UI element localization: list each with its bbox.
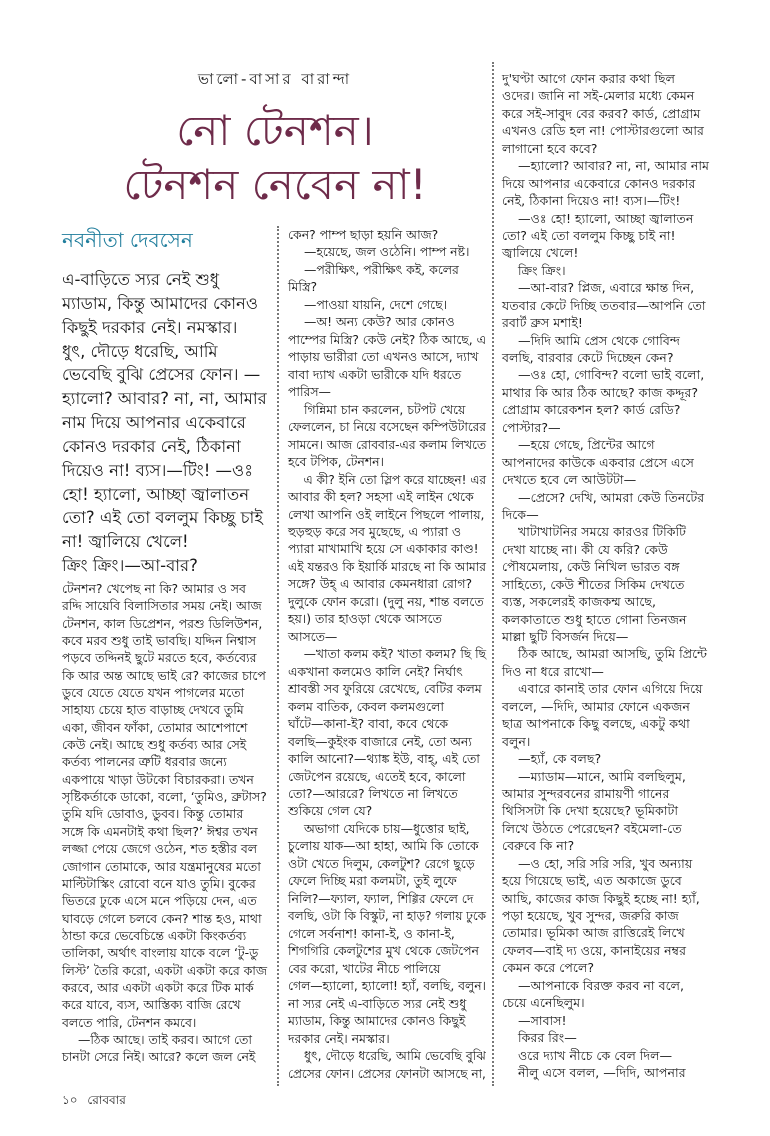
text-line: প্রোগ্রাম কারেকশন হল? কার্ড রেডি? [502,402,681,418]
page-number: ১০ [62,1093,78,1107]
paragraph [288,471,486,646]
text-line: ঘাবড়ে গেলে চলবে কেন? শান্ত হও, মাথা [62,910,262,926]
text-line: ফেললেন, চা নিয়ে বসেছেন কম্পিউটারের [288,419,486,435]
text-line: বের করো, খাটের নীচে পালিয়ে [288,960,441,976]
text-line: এবারে কানাই তার ফোন এগিয়ে দিয়ে [518,681,703,697]
paragraph [288,313,486,400]
article-title-line-1: নো টেনশন। [176,106,374,155]
text-line: তোমার। ভূমিকা আজ রাত্তিরেই লিখে [502,925,685,941]
text-line: এ-বাড়িতে স্যর নেই শুধু [62,270,220,289]
text-line: গেলে সর্বনাশ! কানা-ই, ও কানা-ই, [288,925,455,941]
text-line: তো? এই তো বললুম কিচ্ছু চাই না! [502,227,676,243]
text-line: টেনশন, কাল ডিপ্রেশন, পরশু ডিলিউশন, [62,615,263,631]
text-line: তুমি যদি ডোবাও, ডুবব। কিন্তু তোমার [62,806,244,822]
text-line: লেখা আপনি ওই লাইনে পিছলে পালায়, [288,506,485,522]
text-line: সঙ্গে? উহ্ এ আবার কেমনধারা রোগ? [288,576,473,592]
text-line: ছাত্র আপনাকে কিছু বলছে, একটু কথা [502,716,690,732]
text-line: কলম বাতিক, কেবল কলমগুলো [288,698,444,714]
text-line: ক্রিং ক্রিং। [518,262,566,278]
paragraph [288,296,486,313]
text-line: পৌষমেলায়, কেউ নিখিল ভারত বঙ্গ [502,559,680,575]
paragraph [502,1047,758,1064]
text-line: লিস্ট’ তৈরি করো, একটা একটা করে কাজ [62,962,267,978]
text-line: হ্যালো? আবার? না, না, আমার [62,389,267,409]
text-line: ধুৎ, দৌড়ে ধরেছি, আমি ভেবেছি বুঝি [304,1048,486,1064]
text-line: পাড়ায় ভারীরা তো এখনও আসে, দ্যাখ [288,349,479,365]
text-line: কেউ নেই। আছে শুধু কর্তব্য আর সেই [62,737,247,753]
text-line: করবে, আর একটা একটা করে টিক মার্ক [62,979,254,995]
paragraph [502,157,758,209]
text-line: তো? এই তো বললুম কিচ্ছু চাই [62,508,263,528]
text-line: কি আর অন্ত আছে ভাই রে? কাজের চাপে [62,667,266,683]
paragraph [62,1031,272,1066]
paragraph [502,1029,758,1046]
text-line: কেমন করে পেলে? [502,960,595,976]
page-footer [62,1092,126,1112]
text-line: দেখতে হবে লে আউটটা— [502,472,637,488]
text-line: পাম্পের মিস্ত্রি? কেউ নেই? ঠিক আছে, এ [288,331,487,347]
paragraph [502,332,758,367]
text-line: তো?—আররে? লিখতে না লিখতে [288,786,458,801]
text-line: রদ্দি সায়েবি বিলাসিতার সময় নেই। আজ [62,598,262,614]
text-line: নাম দিয়ে আপনার একেবারে [62,413,246,433]
text-line: —অ! অন্য কেউ? আর কোনও [304,314,455,330]
text-line: কলকাতাতে শুধু হাতে গোনা তিনজন [502,611,687,627]
text-line: বাবা দ্যাখ একটা ভারীকে যদি ধরতে [288,366,462,382]
text-line: অভাগা যেদিকে চায়—ধুত্তোর ছাই, [304,820,470,836]
paragraph [502,489,758,524]
text-line: আসতে— [288,628,338,644]
text-line: দিও না ধরে রাখো— [502,663,604,679]
text-line: দিকে— [502,506,539,522]
middle-column [288,226,486,1082]
text-line: বলছি, ওটা কি বিস্কুট, না হাড়? গলায় ঢুকে [288,908,487,924]
paragraph [502,855,758,977]
text-line: ডুবে যেতে যেতে যখন পাগলের মতো [62,685,245,701]
text-line: দুলুকে ফোন করো। (দুলু নয়, শান্ত বলতে [288,593,484,609]
paragraph [288,261,486,296]
text-line: জেটপেন রয়েছে, এতেই হবে, কালো [288,768,466,784]
text-line: ফেলব—বাই দ্য ওয়ে, কানাইয়ের নম্বর [502,942,686,958]
text-line: মাল্লা ছুটি বিসর্জন দিয়ে— [502,629,629,644]
text-line: সাহায্য চেয়ে হাত বাড়াচ্ছ দেখবে তুমি [62,702,244,718]
paragraph [288,401,486,471]
text-line: কিছুই দরকার নেই। নমস্কার। [62,317,238,337]
paragraph [502,279,758,331]
text-line: ওরে দ্যাখ নীচে কে বেল দিল— [518,1047,673,1063]
text-line: —আপনাকে বিরক্ত করব না বলে, [518,977,685,993]
section-kicker: ভালো-বাসার বারান্দা [197,70,353,88]
text-line: বলতে পারি, টেনশন কমবে। [62,1014,197,1030]
text-line: ম্যাডাম, কিন্তু আমাদের কোনও [62,293,259,313]
text-line: হুড়হুড় করে সব মুছেছে, এ প্যারা ও [288,523,462,539]
text-line: লাগানো হবে কবে? [502,140,598,156]
text-line: ঠিক আছে, আমরা আসছি, তুমি প্রিন্টে [518,646,708,662]
text-line: সঙ্গে কি এমনটাই কথা ছিল?’ ঈশ্বর তখন [62,823,258,839]
text-line: দরকার নেই। নমস্কার। [288,1030,390,1046]
text-line: মাথার কি আর ঠিক আছে? কাজ কদ্দূর? [502,384,699,400]
text-line: ম্যাডাম, কিন্তু আমাদের কোনও কিছুই [288,1013,466,1029]
text-line: —ওঃ হো! হ্যালো, আচ্ছা জ্বালাতন [518,210,694,226]
text-line: ব্যস্ত, সকলেরই কাজকম্ম আছে, [502,594,657,610]
article-title-line-2: টেনশন নেবেন না! [123,160,427,209]
text-line: প্রেসের ফোন। প্রেসের ফোনটা আসছে না, [288,1065,486,1081]
text-line: বলছি, বারবার কেটে দিচ্ছেন কেন? [502,350,674,365]
text-line: খাটাখাটনির সময়ে কারওর টিকিটি [518,524,686,540]
paragraph [288,1047,486,1082]
intro-column [62,268,272,578]
text-line: বললে, —দিদি, আমার ফোনে একজন [502,698,690,714]
text-line: —প্রেসে? দেখি, আমরা কেউ তিনটের [518,489,705,505]
text-line: পারিস— [288,384,331,400]
text-line: হো! হ্যালো, আচ্ছা জ্বালাতন [62,484,250,504]
text-line: পড়বে তদ্দিনই ছুটে মরতে হবে, কর্তব্যের [62,650,257,666]
paragraph [502,366,758,436]
right-column [502,70,758,1081]
text-line: হয়।) তার হাওড়া থেকে আসতে [288,611,442,627]
paragraph [502,436,758,488]
text-line: মিস্ত্রি? [288,279,318,295]
column-divider [492,62,494,1086]
text-line: —পরীক্ষিৎ, পরীক্ষিৎ কই, কলের [304,261,459,277]
paragraph [502,1012,758,1029]
text-line: সৃষ্টিকর্তাকে ডাকো, বলো, ‘তুমিও, ব্রুটাস? [62,789,267,805]
text-line: নীলু এসে বলল, —দিদি, আপনার [518,1064,686,1080]
paragraph [502,523,758,645]
text-line: বলছি—কুইংক বাজারে নেই, তো অন্য [288,733,472,749]
text-line: —ওঃ হো, গোবিন্দ? বলো ভাই বলো, [518,367,705,383]
text-line: ওটা খেতে দিলুম, কেলটুশ? রেগে ছুড়ে [288,855,475,871]
text-line: এই যন্তরও কি ইয়ার্কি মারছে না কি আমার [288,558,486,574]
text-line: নেই, ঠিকানা দিয়েও না! ব্যস।—টিং! [502,193,681,209]
text-line: ধুৎ, দৌড়ে ধরেছি, আমি [62,341,218,361]
text-line: সাহিত্যে, কেউ শীতের সিকিম দেখতে [502,576,685,592]
text-line: একা, জীবন ফাঁকা, তোমার আশেপাশে [62,719,248,735]
text-line: লিখে উঠতে পেরেছেন? বইমেলা-তে [502,820,682,836]
column-divider [277,226,279,1086]
text-line: পড়া হয়েছে, খুব সুন্দর, জরুরি কাজ [502,908,679,923]
text-line: কোনও দরকার নেই, ঠিকানা [62,436,241,456]
text-line: কবে মরব শুধু তাই ভাবছি। যদ্দিন নিশ্বাস [62,633,256,649]
text-line: দিয়েও না! ব্যস।—টিং! —ওঃ [62,460,254,480]
text-line: গিন্নিমা চান করলেন, চটপট খেয়ে [304,401,466,417]
text-line: কর্তব্য পালনের ত্রুটি ধরবার জন্যে [62,754,227,770]
text-line: —হ্যাঁ, কে বলছ? [518,751,602,767]
text-line: কালি আনো?—থ্যাঙ্ক ইউ, বাহ্, এই তো [288,751,480,767]
text-line: থিসিসটা কি দেখা হয়েছে? ভূমিকাটা [502,803,679,819]
text-line: কিরর রিং— [518,1030,577,1046]
text-line: বলুন। [502,733,531,749]
text-line: আছি, কাজের কাজ কিছুই হচ্ছে না! হ্যাঁ, [502,890,700,906]
text-line: —ও হো, সরি সরি সরি, খুব অন্যায় [518,855,693,871]
text-line: —হয়ে গেছে, প্রিন্টের আগে [518,437,655,453]
text-line: করে যাবে, ব্যস, আস্তিক্য বাজি রেখে [62,997,241,1013]
text-line: মাল্টিটাস্কিং রোবো বনে যাও তুমি। বুকের [62,875,256,891]
text-line: একপায়ে খাড়া উটকো বিচারকরা। তখন [62,771,254,787]
paragraph [502,750,758,767]
text-line: —আ-বার? প্লিজ, এবারে ক্ষান্ত দিন, [518,280,695,296]
text-line: গেল—হ্যালো, হ্যালো! হ্যাঁ, বলছি, বলুন। [288,978,486,994]
paragraph [62,580,272,1031]
paragraph [502,262,758,279]
text-line: এখনও রেডি হল না! পোস্টারগুলো আর [502,123,704,139]
paragraph [502,1064,758,1081]
paragraph [288,820,486,1047]
text-line: —দিদি আমি প্রেস থেকে গোবিন্দ [518,332,681,348]
text-line: ভেবেছি বুঝি প্রেসের ফোন। — [62,365,261,385]
text-line: হয়ে গিয়েছে ভাই, এত অকাজে ডুবে [502,873,682,889]
text-line: করে সই-সাবুদ বের করব? কার্ড, প্রোগ্রাম [502,105,701,121]
text-line: ক্রিং ক্রিং।—আ-বার? [62,556,198,576]
paragraph [62,268,272,578]
paragraph [502,645,758,680]
text-line: লজ্জা পেয়ে জেগে ওঠেন, শত হস্তীর বল [62,841,257,857]
text-line: নিলি?—ফ্যাল, ফ্যাল, শিগ্গির ফেলে দে [288,890,474,906]
text-line: —হয়েছে, জল ওঠেনি। পাম্প নষ্ট। [304,244,470,260]
paragraph [502,680,758,750]
paragraph [502,768,758,855]
text-line: দু'ঘণ্টা আগে ফোন করার কথা ছিল [502,71,676,86]
text-line: টেনশন? খেপেছ না কি? আমার ও সব [62,581,246,596]
text-line: চেয়ে এনেছিলুম। [502,995,585,1011]
paragraph [502,977,758,1012]
paragraph [288,243,486,260]
text-line: শিগগিরি কেলটুশের মুখ থেকে জেটপেন [288,943,479,959]
text-line: হবে টপিক, টেনশন। [288,454,384,470]
text-line: —ঠিক আছে। তাই করব। আগে তো [78,1031,252,1047]
text-line: আমার সুন্দরবনের রামায়ণী গানের [502,785,670,801]
text-line: পোস্টার?— [502,419,561,435]
magazine-name: রোববার [87,1093,126,1107]
text-line: একখানা কলমেও কালি নেই? নির্ঘাৎ [288,663,463,679]
left-body-column [62,580,272,1066]
text-line: না স্যর নেই এ-বাড়িতে স্যর নেই শুধু [288,995,467,1011]
text-line: ঘাঁটে—কানা-ই? বাবা, কবে থেকে [288,716,449,732]
text-line: দিয়ে আপনার একেবারে কোনও দরকার [502,175,696,191]
paragraph [502,210,758,262]
text-line: ওদের। জানি না সই-মেলার মধ্যে কেমন [502,88,695,104]
text-line: রবার্ট ব্রুস মশাই! [502,315,583,331]
paragraph [288,226,486,243]
text-line: —হ্যালো? আবার? না, না, আমার নাম [518,158,710,174]
text-line: চানটা সেরে নিই। আরে? কলে জল নেই [62,1049,256,1065]
text-line: এ কী? ইনি তো স্লিপ করে যাচ্ছেন! এর [303,471,487,487]
text-line: শুকিয়ে গেল যে? [288,803,373,819]
text-line: না! জ্বালিয়ে খেলে! [62,532,189,552]
text-line: সামনে। আজ রোববার-এর কলাম লিখতে [288,436,487,452]
text-line: বেরুবে কি না? [502,838,575,854]
text-line: জোগান তোমাকে, আর যন্ত্রমানুষের মতো [62,858,261,874]
text-line: প্যারা মাখামাখি হয়ে সে একাকার কাণ্ড! [288,541,479,557]
text-line: আপনাদের কাউকে একবার প্রেসে এসে [502,454,694,470]
text-line: —খাতা কলম কই? খাতা কলম? ছি ছি [303,646,486,662]
text-line: যতবার কেটে দিচ্ছি ততবার—আপনি তো [502,297,706,313]
text-line: ফেলে দিচ্ছি মরা কলমটা, তুই লুফে [288,873,457,889]
text-line: —ম্যাডাম—মানে, আমি বলছিলুম, [518,768,686,784]
text-line: আবার কী হল? সহসা এই লাইন থেকে [288,489,474,505]
text-line: ঠান্ডা করে ভেবেচিন্তে একটা কিংকর্তব্য [62,927,247,943]
text-line: ভিতরে ঢুকে এসে মনে পড়িয়ে দেন, এত [62,893,257,909]
text-line: জ্বালিয়ে খেলে! [502,245,579,261]
paragraph [288,645,486,820]
text-line: —সাবাস! [518,1012,567,1028]
text-line: শ্রাবস্তী সব ফুরিয়ে রেখেছে, বেটির কলম [288,681,482,697]
paragraph [502,70,758,157]
text-line: —পাওয়া যায়নি, দেশে গেছে। [304,296,448,312]
text-line: তালিকা, অর্থাৎ বাংলায় যাকে বলে ‘টু-ডু [62,945,259,961]
text-line: কেন? পাম্প ছাড়া হয়নি আজ? [288,227,439,242]
author-byline: নবনীতা দেবসেন [62,228,193,252]
text-line: দেখা যাচ্ছে না। কী যে করি? কেউ [502,541,668,557]
text-line: চুলোয় যাক—আ হাহা, আমি কি তোকে [288,838,479,854]
